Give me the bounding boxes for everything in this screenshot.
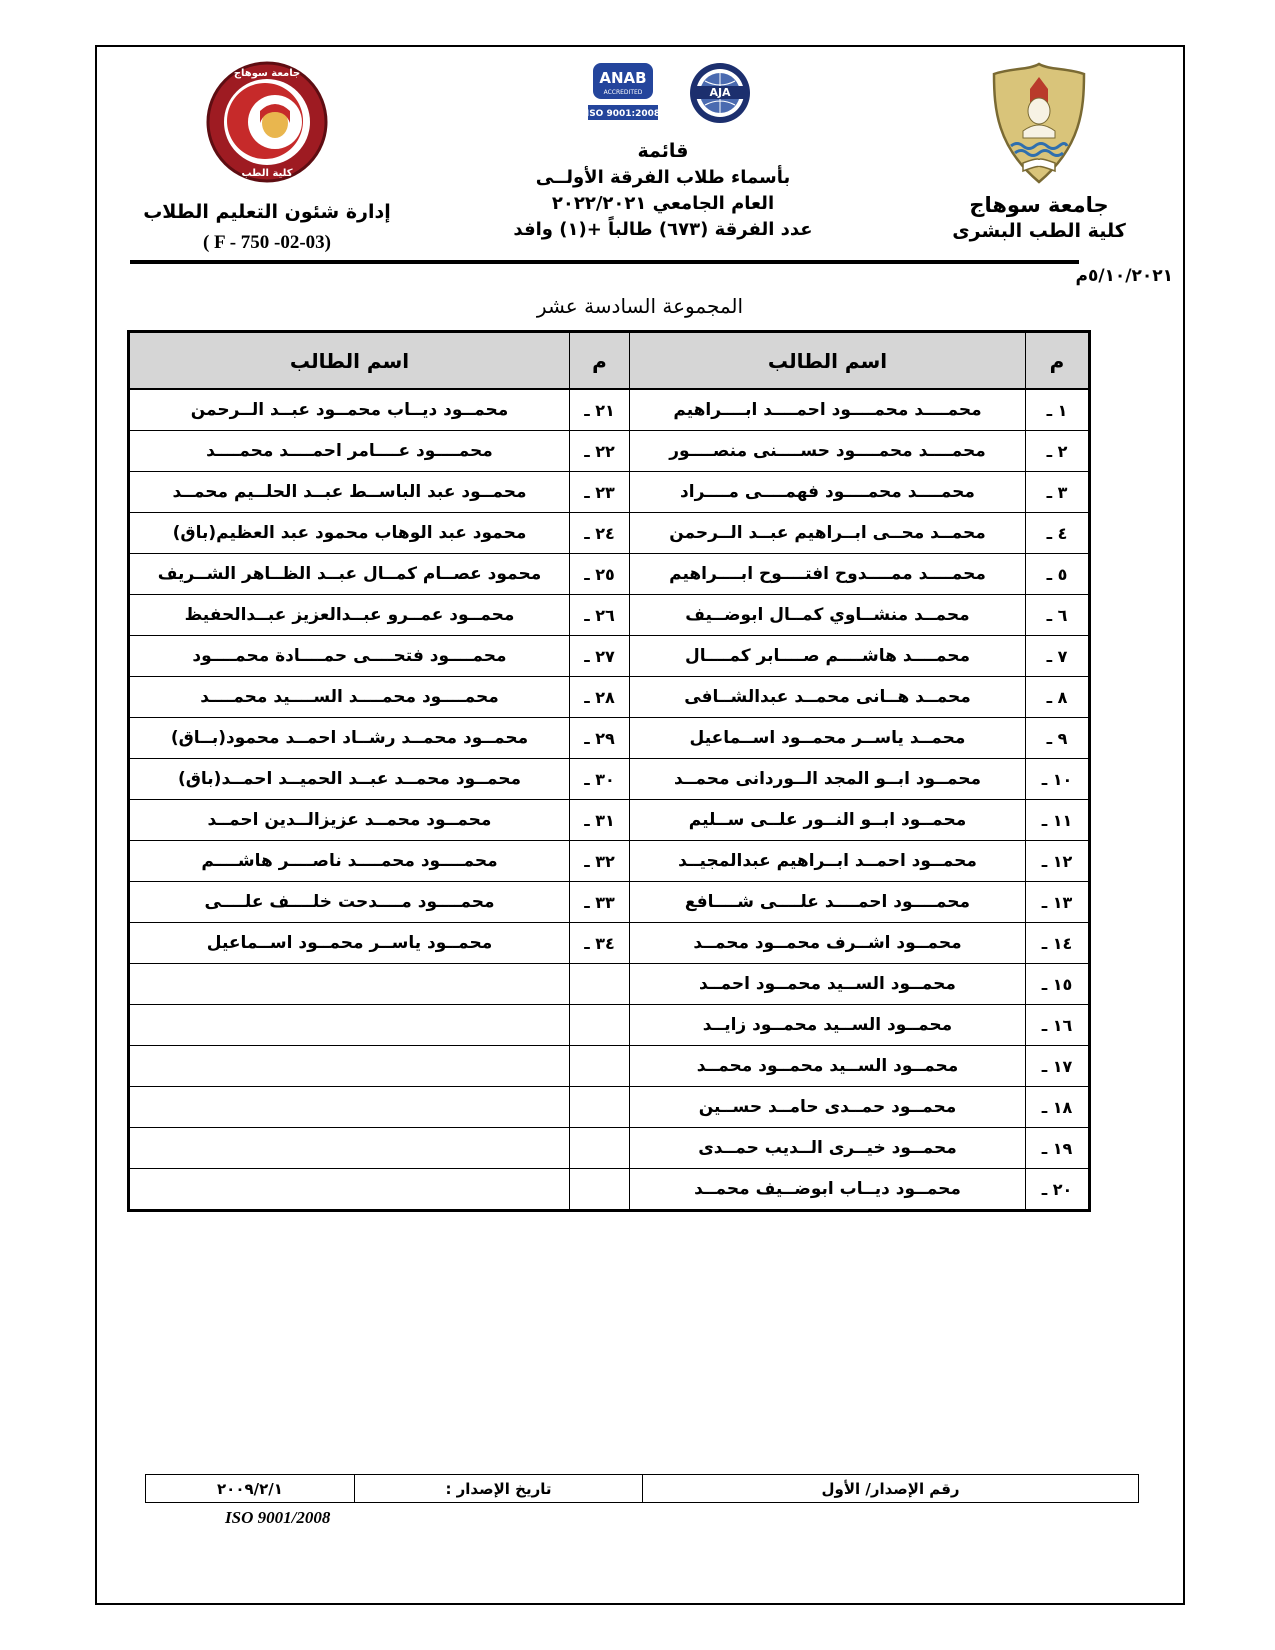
- table-row: [129, 431, 1090, 472]
- university-header-block: [919, 61, 1159, 254]
- student-number: [570, 1087, 630, 1128]
- issue-date-label: تاريخ الإصدار :: [354, 1475, 642, 1502]
- student-number: ٢٧ ـ: [570, 636, 630, 677]
- student-name: محمــود خيــرى الــديب حمــدى: [630, 1128, 1026, 1169]
- table-row: [129, 595, 1090, 636]
- student-name: [129, 964, 570, 1005]
- student-number: [570, 1128, 630, 1169]
- student-number: ١٣ ـ: [1026, 882, 1090, 923]
- admin-department: إدارة شئون التعليم الطلاب: [143, 201, 391, 223]
- student-name: [129, 1005, 570, 1046]
- table-row: [129, 389, 1090, 431]
- table-row: [129, 841, 1090, 882]
- student-name: محمــد منشــاوي كمــال ابوضــيف: [630, 595, 1026, 636]
- student-number: ٣ ـ: [1026, 472, 1090, 513]
- table-row: [129, 513, 1090, 554]
- student-number: [570, 1169, 630, 1211]
- academic-year: العام الجامعي ٢٠٢٢/٢٠٢١: [551, 193, 775, 214]
- header-name-right: اسم الطالب: [630, 332, 1026, 390]
- student-number: [570, 1046, 630, 1087]
- student-name: محمــــد محمــــود احمــــد ابــــراهيم: [630, 389, 1026, 431]
- student-number: ١٤ ـ: [1026, 923, 1090, 964]
- table-row: [129, 554, 1090, 595]
- header-divider: [97, 260, 1183, 292]
- student-name: [129, 1046, 570, 1087]
- table-header-row: [129, 332, 1090, 390]
- iso-certification: ISO 9001/2008: [225, 1508, 331, 1527]
- student-number: ٢٨ ـ: [570, 677, 630, 718]
- student-name: محمود عبد الوهاب محمود عبد العظيم(باق): [129, 513, 570, 554]
- student-number: ٢٣ ـ: [570, 472, 630, 513]
- student-number: ١٥ ـ: [1026, 964, 1090, 1005]
- student-number: ١٧ ـ: [1026, 1046, 1090, 1087]
- student-name: محمــود عمــرو عبــدالعزيز عبــدالحفيظ: [129, 595, 570, 636]
- student-number: ٤ ـ: [1026, 513, 1090, 554]
- student-name: محمــود ابــو المجد الــوردانى محمــد: [630, 759, 1026, 800]
- student-name: محمــود الســيد محمــود زايــد: [630, 1005, 1026, 1046]
- student-number: ٣٤ ـ: [570, 923, 630, 964]
- faculty-seal-icon: [206, 61, 328, 183]
- footer-revision-bar: [145, 1474, 1139, 1503]
- student-number: ٢٠ ـ: [1026, 1169, 1090, 1211]
- students-table: [127, 330, 1091, 1212]
- student-name: [129, 1128, 570, 1169]
- header-name-left: اسم الطالب: [129, 332, 570, 390]
- student-number: ٧ ـ: [1026, 636, 1090, 677]
- divider-line: [130, 260, 1079, 264]
- admin-header-block: [127, 61, 407, 254]
- student-number: ١٠ ـ: [1026, 759, 1090, 800]
- student-number: [570, 1005, 630, 1046]
- aja-logo-icon: [688, 61, 752, 125]
- table-row: [129, 964, 1090, 1005]
- student-number: ٣١ ـ: [570, 800, 630, 841]
- table-row: [129, 677, 1090, 718]
- student-name: محمــــد ممــــدوح افتــــوح ابــــراهيم: [630, 554, 1026, 595]
- student-number: ٢٢ ـ: [570, 431, 630, 472]
- table-row: [129, 1005, 1090, 1046]
- table-row: [129, 759, 1090, 800]
- class-count: عدد الفرقة (٦٧٣) طالباً +(١) وافد: [513, 219, 813, 240]
- student-number: ٢ ـ: [1026, 431, 1090, 472]
- student-number: ٥ ـ: [1026, 554, 1090, 595]
- student-name: محمــــود احمــــد علــــى شــــافع: [630, 882, 1026, 923]
- student-name: محمــود احمــد ابــراهيم عبدالمجيــد: [630, 841, 1026, 882]
- student-name: محمــــد هاشــــم صــــابر كمــــال: [630, 636, 1026, 677]
- student-name: محمــود محمــد رشــاد احمــد محمود(بــاق): [129, 718, 570, 759]
- document-date: ٥/١٠/٢٠٢١م: [1075, 266, 1173, 286]
- student-number: ٢٤ ـ: [570, 513, 630, 554]
- student-name: محمــود اشــرف محمــود محمــد: [630, 923, 1026, 964]
- anab-accredited-text: ACCREDITED: [603, 89, 643, 96]
- student-name: محمــود محمــد عبــد الحميــد احمــد(باق): [129, 759, 570, 800]
- student-number: ٢٥ ـ: [570, 554, 630, 595]
- student-name: [129, 1087, 570, 1128]
- student-name: محمــــود مــــدحت خلــــف علــــى: [129, 882, 570, 923]
- student-number: ٩ ـ: [1026, 718, 1090, 759]
- student-number: ١١ ـ: [1026, 800, 1090, 841]
- list-title-block: [483, 61, 843, 254]
- student-name: محمــود الســيد محمــود محمــد: [630, 1046, 1026, 1087]
- student-number: ١ ـ: [1026, 389, 1090, 431]
- anab-iso-text: ISO 9001:2008: [585, 109, 661, 119]
- student-number: ١٩ ـ: [1026, 1128, 1090, 1169]
- student-name: محمــود ديــاب ابوضــيف محمــد: [630, 1169, 1026, 1211]
- student-name: محمــود الســيد محمــود احمــد: [630, 964, 1026, 1005]
- table-row: [129, 1128, 1090, 1169]
- student-number: ١٦ ـ: [1026, 1005, 1090, 1046]
- anab-logo-icon: [574, 61, 672, 125]
- seal-bottom-text: كلية الطب: [241, 168, 293, 179]
- accreditation-logos: [483, 61, 843, 131]
- student-number: ٦ ـ: [1026, 595, 1090, 636]
- student-name: محمــــود محمــــد ناصــــر هاشــــم: [129, 841, 570, 882]
- student-number: ٢١ ـ: [570, 389, 630, 431]
- student-name: محمــد محــى ابــراهيم عبــد الــرحمن: [630, 513, 1026, 554]
- list-subtitle: بأسماء طلاب الفرقة الأولــى: [535, 167, 791, 188]
- header-num-right: م: [1026, 332, 1090, 390]
- table-row: [129, 923, 1090, 964]
- aja-logo-text: AJA: [709, 86, 731, 99]
- table-row: [129, 800, 1090, 841]
- table-row: [129, 882, 1090, 923]
- issue-number: رقم الإصدار/ الأول: [642, 1475, 1138, 1502]
- student-name: محمــود ياســر محمــود اســماعيل: [129, 923, 570, 964]
- page-border-frame: [95, 45, 1185, 1605]
- seal-top-text: جامعة سوهاج: [233, 68, 301, 79]
- student-name: محمــــود فتحــــى حمــــادة محمــــود: [129, 636, 570, 677]
- list-title: قائمة: [637, 140, 689, 162]
- student-name: محمــــد محمــــود فهمــــى مــــراد: [630, 472, 1026, 513]
- anab-logo-text: ANAB: [599, 69, 647, 87]
- student-number: ١٨ ـ: [1026, 1087, 1090, 1128]
- student-name: محمــــود محمــــد الســــيد محمــــد: [129, 677, 570, 718]
- faculty-name: كلية الطب البشرى: [952, 220, 1126, 242]
- student-number: ٨ ـ: [1026, 677, 1090, 718]
- table-row: [129, 1169, 1090, 1211]
- students-table-body: [129, 389, 1090, 1211]
- table-row: [129, 1087, 1090, 1128]
- student-name: محمــود عبد الباســط عبــد الحلــيم محمــد: [129, 472, 570, 513]
- group-title: المجموعة السادسة عشر: [536, 294, 744, 318]
- student-number: ٣٠ ـ: [570, 759, 630, 800]
- student-name: محمــود حمــدى حامــد حســين: [630, 1087, 1026, 1128]
- university-name: جامعة سوهاج: [969, 193, 1109, 217]
- table-row: [129, 472, 1090, 513]
- table-row: [129, 636, 1090, 677]
- document-header: [97, 47, 1183, 254]
- university-shield-icon: [987, 61, 1091, 185]
- student-name: محمــــود عــــامر احمــــد محمــــد: [129, 431, 570, 472]
- form-code: ( F - 750 -02-03): [202, 232, 332, 253]
- table-row: [129, 1046, 1090, 1087]
- student-name: محمــد ياســر محمــود اســماعيل: [630, 718, 1026, 759]
- header-num-left: م: [570, 332, 630, 390]
- student-name: [129, 1169, 570, 1211]
- student-number: [570, 964, 630, 1005]
- issue-date-value: ٢٠٠٩/٢/١: [217, 1479, 283, 1498]
- student-number: ٢٩ ـ: [570, 718, 630, 759]
- student-name: محمــود ديــاب محمــود عبــد الــرحمن: [129, 389, 570, 431]
- student-name: محمــود ابــو النــور علــى ســليم: [630, 800, 1026, 841]
- student-name: محمــد هــانى محمــد عبدالشــافى: [630, 677, 1026, 718]
- student-name: محمود عصــام كمــال عبــد الظــاهر الشــريف: [129, 554, 570, 595]
- student-number: ٣٢ ـ: [570, 841, 630, 882]
- student-name: محمــــد محمــــود حســــنى منصــــور: [630, 431, 1026, 472]
- student-number: ٢٦ ـ: [570, 595, 630, 636]
- student-number: ١٢ ـ: [1026, 841, 1090, 882]
- table-row: [129, 718, 1090, 759]
- student-number: ٣٣ ـ: [570, 882, 630, 923]
- student-name: محمــود محمــد عزيزالــدين احمــد: [129, 800, 570, 841]
